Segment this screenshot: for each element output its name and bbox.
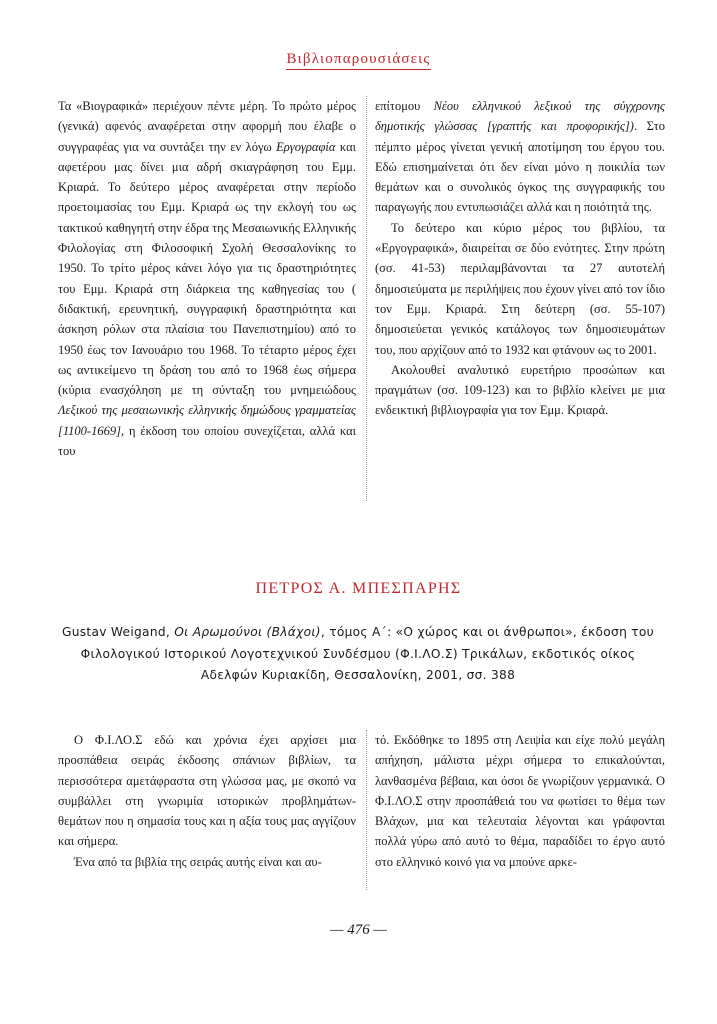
- italic-title: Νέου ελληνικού λεξικού της σύγχρονης δημοτικής γλώσσας [γραπτής και προφορικής]): [375, 99, 666, 134]
- italic-title: Εργογραφία: [276, 139, 336, 154]
- section-title: Βιβλιοπαρουσιάσεις: [286, 51, 430, 70]
- review1-right-paragraph-3: Ακολουθεί αναλυτικό ευρετήριο προσώπων και πραγμάτων (σσ. 109-123) και το βιβλίο κλείνει με μια ενδεικτική βιβλιογραφία για τον Εμμ. Κριαρά.: [375, 362, 665, 418]
- italic-title: Οι Αρωμούνοι (Βλάχοι): [174, 625, 321, 639]
- book-reference: [52, 622, 664, 687]
- column-divider: [366, 730, 367, 890]
- review2-left-paragraph-2: Ένα από τα βιβλία της σειράς αυτής είναι και αυ-: [74, 854, 322, 869]
- section-header: [0, 50, 717, 68]
- review1-left-paragraph: [58, 96, 356, 461]
- review1-right-paragraph-1: [375, 96, 665, 218]
- text-run: επίτομου: [375, 99, 434, 113]
- text-run: . Στο πέμπτο μέρος γίνεται γενική αποτίμηση του έργου του. Εδώ επισημαίνεται ότι δεν είναι μόνο η ποικιλία των θεμάτων και ο συνολικός όγκος της συγγραφικής του παραγωγής που εντυπωσιάζει αλλά και η ποιότητά της.: [375, 119, 666, 215]
- text-run: Gustav Weigand,: [61, 625, 175, 639]
- review1-right-column: [375, 96, 665, 421]
- review-author: ΠΕΤΡΟΣ Α. ΜΠΕΣΠΑΡΗΣ: [255, 580, 462, 597]
- review2-right-column: [375, 730, 665, 872]
- review2-right-paragraph-1: τό. Εκδόθηκε το 1895 στη Λειψία και είχε πολύ μεγάλη απήχηση, μάλιστα μέχρι σήμερα το επικαλούνται, λανθασμένα βέβαια, και όσοι δε γνωρίζουν γερμανικά. Ο Φ.Ι.ΛΟ.Σ στην προσπάθειά του να φωτίσει το θέμα των Βλάχων, μια και τελευταία λέγονται και γράφονται πολλά γύρω από αυτό το θέμα, παραδίδει το έργο αυτό στο ελληνικό κοινό για να μπούνε αρκε-: [375, 733, 665, 869]
- text-run: , τόμος Α΄: «Ο χώρος και οι άνθρωποι», έκδοση του Φιλολογικού Ιστορικού Λογοτεχνικού Συνδέσμου (Φ.Ι.ΛΟ.Σ) Τρικάλων, εκδοτικός οίκος Αδελφών Κυριακίδη, Θεσσαλονίκη, 2001, σσ. 388: [80, 625, 655, 682]
- review2-left-column: [58, 730, 356, 872]
- review1-left-column: [58, 96, 356, 461]
- italic-title: Λεξικού της μεσαιωνικής ελληνικής δημώδους γραμματείας [1100-1669]: [58, 403, 356, 438]
- page-number: — 476 —: [330, 922, 387, 938]
- text-run: , η έκδοση του οποίου συνεχίζεται, αλλά και του: [58, 423, 356, 459]
- review1-right-paragraph-2: Το δεύτερο και κύριο μέρος του βιβλίου, τα «Εργογραφικά», διαιρείται σε δύο ενότητες. Στην πρώτη (σσ. 41-53) περιλαμβάνονται τα 27 αυτοτελή δημοσιεύματα με περιλήψεις που έχουν γίνει από τον ίδιο τον Εμμ. Κριαρά. Στη δεύτερη (σσ. 55-107) δημοσιεύεται γενικός κατάλογος των δημοσιευμάτων του, που αρχίζουν από το 1932 και φτάνουν ως το 2001.: [375, 220, 665, 357]
- text-run: και αφετέρου μας δίνει μια αδρή σκιαγράφηση του Εμμ. Κριαρά. Το δεύτερο μέρος αναφέρεται στην περίοδο προετοιμασίας του Εμμ. Κριαρά ως την εκλογή του ως τακτικού καθηγητή στην έδρα της Μεσαιωνικής Ελληνικής Φιλολογίας στη Φιλοσοφική Σχολή Θεσσαλονίκης το 1950. Το τρίτο μέρος κάνει λόγο για τις δραστηριότητες του Εμμ. Κριαρά στη διάρκεια της καθηγεσίας του ( διδακτική, ερευνητική, συγγραφική δραστηριότητα και άσκηση ρόλων στα πλαίσια του Πανεπιστημίου) από το 1950 έως τον Ιανουάριο του 1968. Το τέταρτο μέρος έχει ως αντικείμενο τη δράση του από το 1968 έως σήμερα (κύρια ενασχόληση με τη σύνταξη του μνημειώδους: [58, 139, 356, 398]
- review2-left-paragraph-1: Ο Φ.Ι.ΛΟ.Σ εδώ και χρόνια έχει αρχίσει μια προσπάθεια σειράς έκδοσης σπάνιων βιβλίων, τα περισσότερα αμετάφραστα στη γλώσσα μας, με σκοπό να συμβάλλει στη γνωριμία ιστορικών προβλημάτων- θεμάτων που η σημασία τους και η αξία τους μας αγγίζουν και σήμερα.: [58, 733, 356, 849]
- text-run: Τα «Βιογραφικά» περιέχουν πέντε μέρη. Το πρώτο μέρος (γενικά) αφενός αναφέρεται στην αφορμή που έλαβε ο συγγραφέας για να συντάξει την εν λόγω: [58, 99, 356, 154]
- column-divider: [366, 96, 367, 501]
